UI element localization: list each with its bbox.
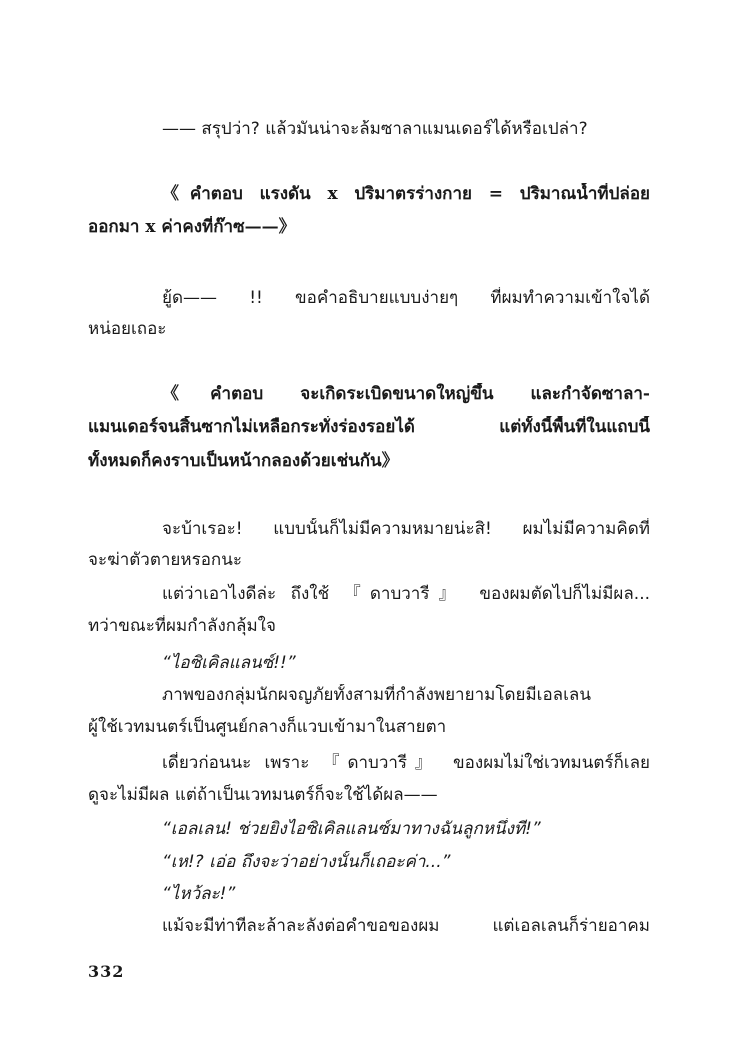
text-line: ดูจะไม่มีผล แต่ถ้าเป็นเวทมนตร์ก็จะใช้ได้ผล—— [88, 785, 438, 805]
text-line: เดี๋ยวก่อนนะ เพราะ 『ดาบวารี』 ของผมไม่ใช่เวทมนตร์ก็เลย [162, 753, 650, 773]
text-line: จะบ้าเรอะ! แบบนั้นก็ไม่มีความหมายน่ะสิ! ผมไม่มีความคิดที่ [162, 519, 650, 539]
dialogue-line: “เอลเลน! ช่วยยิงไอซิเคิลแลนซ์มาทางฉันลูกหนึ่งที!” [162, 819, 541, 839]
text-line: แต่ว่าเอาไงดีล่ะ ถึงใช้ 『ดาบวารี』 ของผมตัดไปก็ไม่มีผล... [162, 584, 650, 604]
text-line: ภาพของกลุ่มนักผจญภัยทั้งสามที่กำลังพยายามโดยมีเอลเลน [162, 685, 591, 705]
system-answer-line: ออกมา x ค่าคงที่ก๊าซ——》 [88, 217, 296, 237]
text-line: หน่อยเถอะ [88, 319, 167, 339]
dialogue-line: “เห!? เอ่อ ถึงจะว่าอย่างนั้นก็เถอะค่า...” [162, 852, 451, 872]
text-line: ผู้ใช้เวทมนตร์เป็นศูนย์กลางก็แวบเข้ามาในสายตา [88, 717, 447, 737]
dialogue-line: “ไหว้ละ!” [162, 884, 236, 904]
system-answer-line: แมนเดอร์จนสิ้นซากไม่เหลือกระทั่งร่องรอยได้ แต่ทั้งนี้พื้นที่ในแถบนี้ [88, 417, 650, 437]
text-line: —— สรุปว่า? แล้วมันน่าจะล้มซาลาแมนเดอร์ได้หรือเปล่า? [162, 119, 588, 139]
system-answer-line: 《คำตอบ แรงดัน x ปริมาตรร่างกาย = ปริมาณน้ำที่ปล่อย [162, 184, 650, 204]
page-number: 332 [88, 962, 125, 981]
text-line: จะฆ่าตัวตายหรอกนะ [88, 550, 242, 570]
text-line: ทว่าขณะที่ผมกำลังกลุ้มใจ [88, 616, 276, 636]
text-line: ยู้ด—— !! ขอคำอธิบายแบบง่ายๆ ที่ผมทำความเข้าใจได้ [162, 288, 650, 308]
system-answer-line: ทั้งหมดก็คงราบเป็นหน้ากลองด้วยเช่นกัน》 [88, 451, 399, 471]
text-line: แม้จะมีท่าทีละล้าละลังต่อคำขอของผม แต่เอลเลนก็ร่ายอาคม [162, 916, 650, 936]
dialogue-line: “ไอซิเคิลแลนซ์!!” [162, 653, 296, 673]
system-answer-line: 《คำตอบ จะเกิดระเบิดขนาดใหญ่ขึ้น และกำจัดซาลา- [162, 384, 650, 404]
